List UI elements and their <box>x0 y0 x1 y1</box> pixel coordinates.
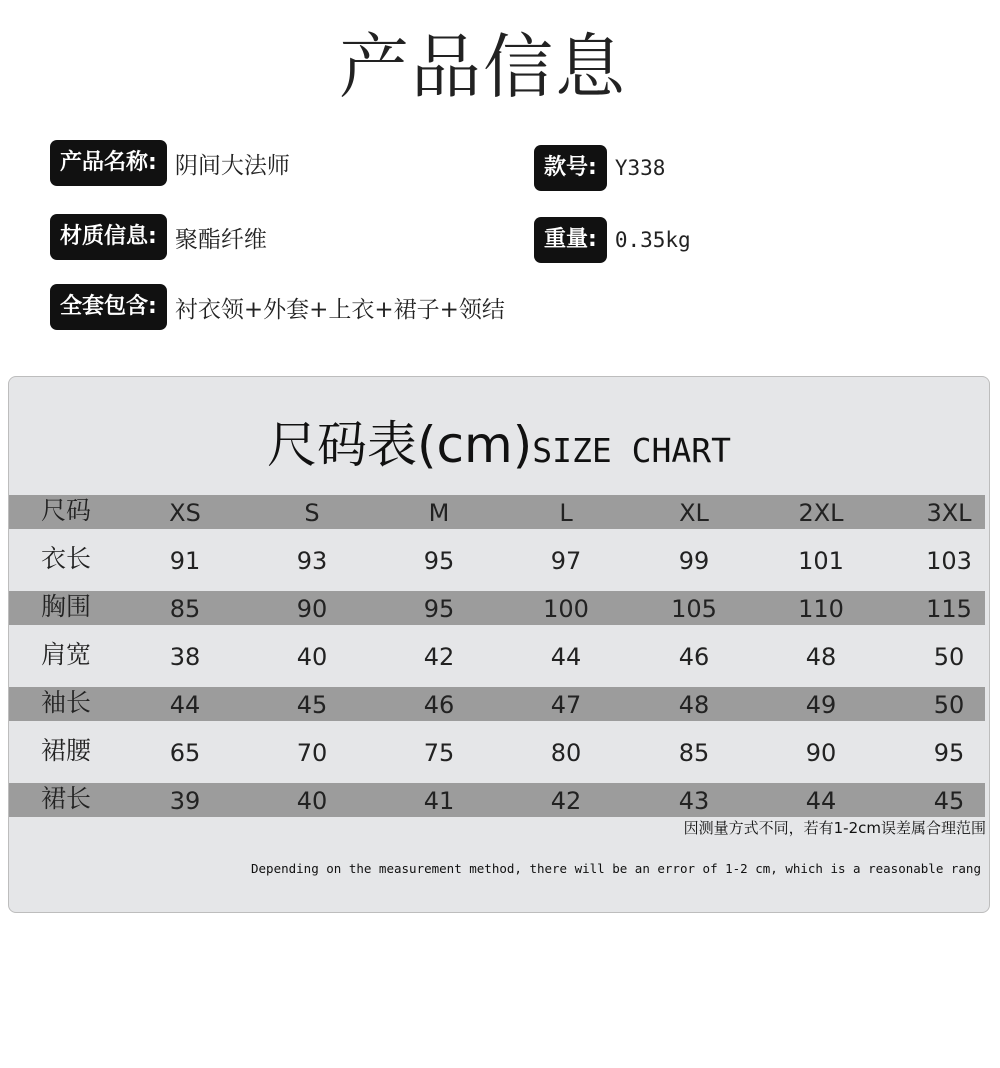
table-cell: 40 <box>296 787 328 815</box>
table-cell: 38 <box>169 643 201 671</box>
table-cell: 42 <box>423 643 455 671</box>
table-cell: 42 <box>550 787 582 815</box>
material-value: 聚酯纤维 <box>174 226 267 253</box>
set-contents-row <box>50 284 505 330</box>
table-cell: 85 <box>678 739 710 767</box>
table-cell: 50 <box>933 691 965 719</box>
table-header-row <box>9 493 989 541</box>
weight-value: 0.35kg <box>614 228 691 252</box>
page-title: 产品信息 <box>339 26 627 108</box>
product-name-row <box>50 140 290 186</box>
size-header-cell: XS <box>169 499 201 527</box>
table-cell: 50 <box>933 643 965 671</box>
size-header-cell: S <box>304 499 320 527</box>
measurement-label-cell: 袖长 <box>41 688 92 717</box>
measurement-label-cell: 衣长 <box>41 544 92 573</box>
measurement-label-cell: 肩宽 <box>41 640 92 669</box>
table-cell: 70 <box>296 739 328 767</box>
table-cell: 101 <box>798 547 844 575</box>
set-contents-label: 全套包含: <box>50 284 167 330</box>
measurement-note-en: Depending on the measurement method, there will be an error of 1-2 cm, which is a reasonable rang <box>251 861 981 876</box>
table-cell: 47 <box>550 691 582 719</box>
table-cell: 48 <box>805 643 837 671</box>
table-cell: 115 <box>926 595 972 623</box>
table-cell: 93 <box>296 547 328 575</box>
table-cell: 100 <box>543 595 589 623</box>
size-table <box>9 493 989 829</box>
measurement-label-cell: 胸围 <box>41 592 92 621</box>
weight-label: 重量: <box>534 217 607 263</box>
table-cell: 44 <box>169 691 201 719</box>
table-cell: 45 <box>933 787 965 815</box>
table-cell: 95 <box>423 595 455 623</box>
table-cell: 41 <box>423 787 455 815</box>
table-row <box>9 685 989 733</box>
size-chart-title-en: SIZE CHART <box>532 431 731 470</box>
table-cell: 99 <box>678 547 710 575</box>
table-row <box>9 637 989 685</box>
table-cell: 44 <box>550 643 582 671</box>
table-cell: 65 <box>169 739 201 767</box>
size-header-cell: M <box>428 499 450 527</box>
table-row <box>9 733 989 781</box>
size-header-cell: L <box>559 499 573 527</box>
table-cell: 90 <box>296 595 328 623</box>
style-number-label: 款号: <box>534 145 607 191</box>
table-cell: 39 <box>169 787 201 815</box>
table-cell: 40 <box>296 643 328 671</box>
weight-row <box>534 217 691 263</box>
size-header-cell: XL <box>679 499 709 527</box>
size-header-cell: 2XL <box>798 499 844 527</box>
style-number-value: Y338 <box>614 156 666 180</box>
table-cell: 105 <box>671 595 717 623</box>
measurement-note-cn: 因测量方式不同，若有1-2cm误差属合理范围 <box>683 819 986 837</box>
table-cell: 49 <box>805 691 837 719</box>
table-cell: 48 <box>678 691 710 719</box>
table-cell: 80 <box>550 739 582 767</box>
table-cell: 45 <box>296 691 328 719</box>
table-cell: 46 <box>423 691 455 719</box>
measurement-label-cell: 裙腰 <box>41 736 92 765</box>
table-cell: 103 <box>926 547 972 575</box>
size-chart-panel <box>8 376 990 913</box>
table-cell: 95 <box>933 739 965 767</box>
material-label: 材质信息: <box>50 214 167 260</box>
table-cell: 75 <box>423 739 455 767</box>
size-chart-title-cn: 尺码表(cm) <box>267 416 533 474</box>
product-name-value: 阴间大法师 <box>174 152 290 179</box>
measurement-label-cell: 裙长 <box>41 784 92 813</box>
table-cell: 43 <box>678 787 710 815</box>
table-cell: 46 <box>678 643 710 671</box>
size-chart-title <box>9 405 989 477</box>
header-label-cell: 尺码 <box>41 496 92 525</box>
set-contents-value: 衬衣领+外套+上衣+裙子+领结 <box>174 296 505 323</box>
table-cell: 85 <box>169 595 201 623</box>
table-cell: 95 <box>423 547 455 575</box>
table-cell: 91 <box>169 547 201 575</box>
table-cell: 44 <box>805 787 837 815</box>
table-row <box>9 589 989 637</box>
table-cell: 110 <box>798 595 844 623</box>
size-header-cell: 3XL <box>926 499 972 527</box>
product-name-label: 产品名称: <box>50 140 167 186</box>
style-number-row <box>534 145 665 191</box>
table-cell: 90 <box>805 739 837 767</box>
table-cell: 97 <box>550 547 582 575</box>
table-row <box>9 541 989 589</box>
material-row <box>50 214 267 260</box>
